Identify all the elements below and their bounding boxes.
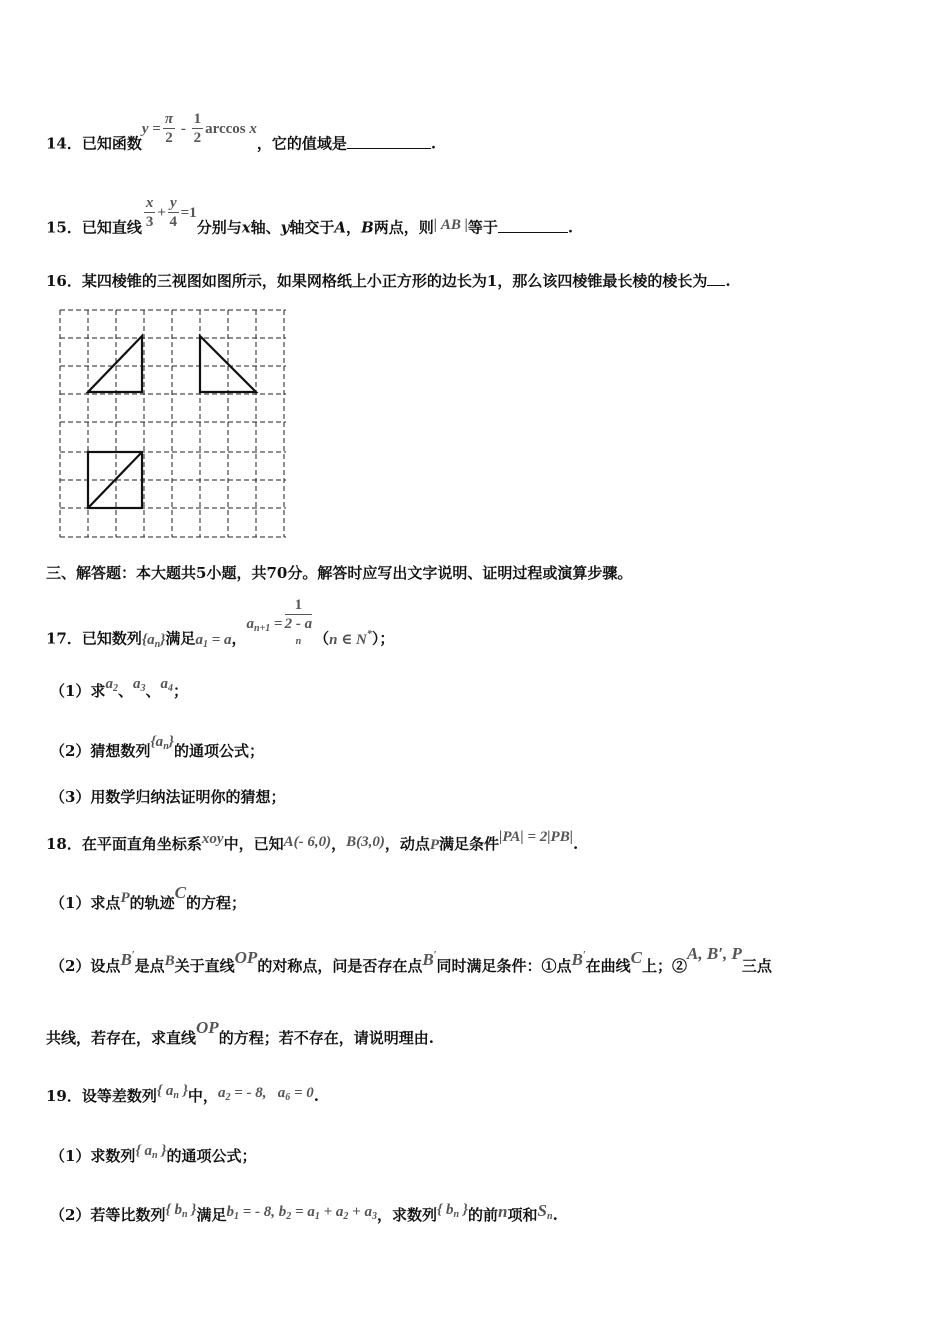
question-17-part-2: （2）猜想数列$\{a_n\}$的通项公式； [50, 734, 264, 760]
question-17-part-3: （3）用数学归纳法证明你的猜想； [50, 788, 286, 806]
formula-q14: y = $\frac{\pi}{2}$ - $\frac{1}{2}$ arccos x [141, 111, 257, 146]
question-17-part-1: （1）求$a_2$、$a_3$、$a_4$； [50, 676, 188, 700]
question-17: 17．已知数列$\{a_n\}$满足$a_1 = a$，$a_{n+1}$ = 1 2 - a n （n ∈ N*）； [46, 597, 395, 650]
question-14: 14．已知函数y = $\frac{\pi}{2}$ - $\frac{1}{2}$ arccos x，它的值域是 . [46, 111, 437, 153]
answer-blank [498, 218, 568, 233]
question-19-part-1: （1）求数列{ $a_n$ }的通项公式； [50, 1143, 257, 1165]
question-18-part-1: （1）求点P的轨迹C的方程； [50, 883, 246, 912]
question-16: 16．某四棱锥的三视图如图所示，如果网格纸上小正方形的边长为1，那么该四棱锥最长棱的棱长为 . [46, 272, 731, 290]
question-19: 19．设等差数列{ $a_n$ }中，$a_2$ = - 8, $a_6 = 0$. [46, 1083, 320, 1105]
formula-q19-condition: $b_1$ = - 8, $b_2 = a_1 + a_2 + a_3$ [226, 1204, 377, 1222]
answer-blank [707, 271, 725, 286]
three-view-figure [58, 308, 288, 540]
question-15: 15．已知直线 $\frac{x}{3}$ + $\frac{y}{4}$ =1分别与x轴、y轴交于A，B两点，则| AB |等于 . [46, 195, 574, 237]
question-18-part-2-continued: 共线，若存在，求直线OP的方程；若不存在，请说明理由. [46, 1018, 434, 1047]
answer-blank [347, 134, 431, 149]
question-18: 18．在平面直角坐标系xoy中，已知A(- 6,0)，B(3,0)，动点P满足条件|PA| = 2|PB|. [46, 829, 579, 853]
section-3-heading: 三、解答题：本大题共5小题，共70分。解答时应写出文字说明、证明过程或演算步骤。 [46, 564, 633, 582]
formula-q15: $\frac{x}{3}$ + $\frac{y}{4}$ =1 [145, 195, 197, 230]
question-18-part-2: （2）设点B′是点B关于直线OP的对称点，问是否存在点B′同时满足条件：①点B′在曲线C上；②A, B′, P三点 [50, 944, 772, 975]
formula-q17-recursion: $a_{n+1}$ = 1 2 - a n [246, 597, 313, 647]
question-19-part-2: （2）若等比数列{ $b_n$ }满足$b_1$ = - 8, $b_2 = a_1 + a_2 + a_3$，求数列{ $b_n$ }的前n项和$S_n$. [50, 1201, 558, 1224]
front-view-triangle [88, 336, 142, 392]
